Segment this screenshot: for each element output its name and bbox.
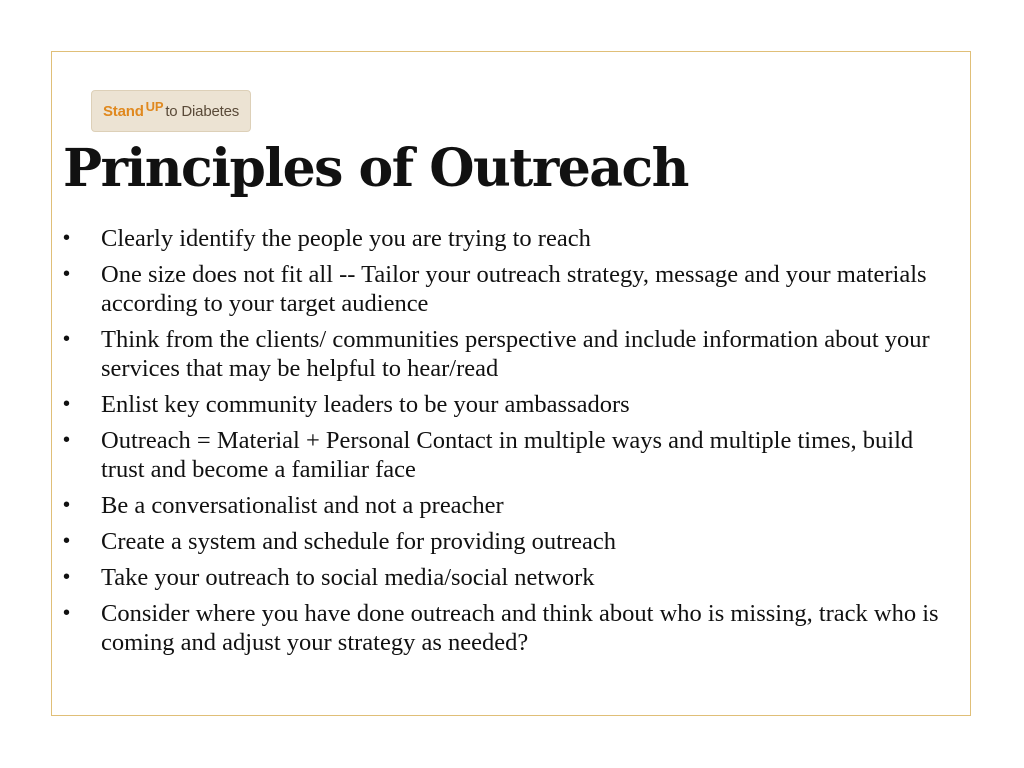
- bullet-list: [52, 224, 952, 664]
- bullet-item: [52, 491, 952, 520]
- bullet-text: Enlist key community leaders to be your ambassadors: [101, 391, 630, 418]
- bullet-icon: •: [63, 263, 71, 285]
- bullet-icon: •: [63, 328, 71, 350]
- stand-up-to-diabetes-logo: [91, 90, 251, 132]
- bullet-item: [52, 563, 952, 592]
- bullet-text: Consider where you have done outreach and think about who is missing, track who is coming and adjust your strategy as needed?: [101, 600, 939, 656]
- bullet-item: [52, 224, 952, 253]
- bullet-item: [52, 260, 952, 318]
- bullet-text: Clearly identify the people you are trying to reach: [101, 225, 591, 252]
- bullet-item: [52, 599, 952, 657]
- bullet-icon: •: [63, 393, 71, 415]
- bullet-item: [52, 390, 952, 419]
- bullet-icon: •: [63, 566, 71, 588]
- bullet-icon: •: [63, 227, 71, 249]
- bullet-text: Outreach = Material + Personal Contact in multiple ways and multiple times, build trust and become a familiar face: [101, 427, 914, 483]
- bullet-icon: •: [63, 429, 71, 451]
- bullet-text: Be a conversationalist and not a preacher: [101, 492, 504, 519]
- bullet-text: One size does not fit all -- Tailor your outreach strategy, message and your materials according to your target audience: [101, 261, 927, 317]
- bullet-item: [52, 325, 952, 383]
- bullet-item: [52, 527, 952, 556]
- logo-up-text: UP: [145, 98, 164, 114]
- bullet-text: Create a system and schedule for providing outreach: [101, 528, 617, 555]
- bullet-icon: •: [63, 530, 71, 552]
- bullet-item: [52, 426, 952, 484]
- slide-title: Principles of Outreach: [63, 138, 688, 199]
- bullet-icon: •: [63, 494, 71, 516]
- logo-rest-text: to Diabetes: [165, 102, 240, 120]
- bullet-icon: •: [63, 602, 71, 624]
- bullet-text: Think from the clients/ communities perspective and include information about your services that may be helpful to hear/read: [101, 326, 930, 382]
- slide: [51, 51, 971, 716]
- bullet-text: Take your outreach to social media/social network: [101, 564, 595, 591]
- logo-stand-text: Stand: [102, 102, 144, 120]
